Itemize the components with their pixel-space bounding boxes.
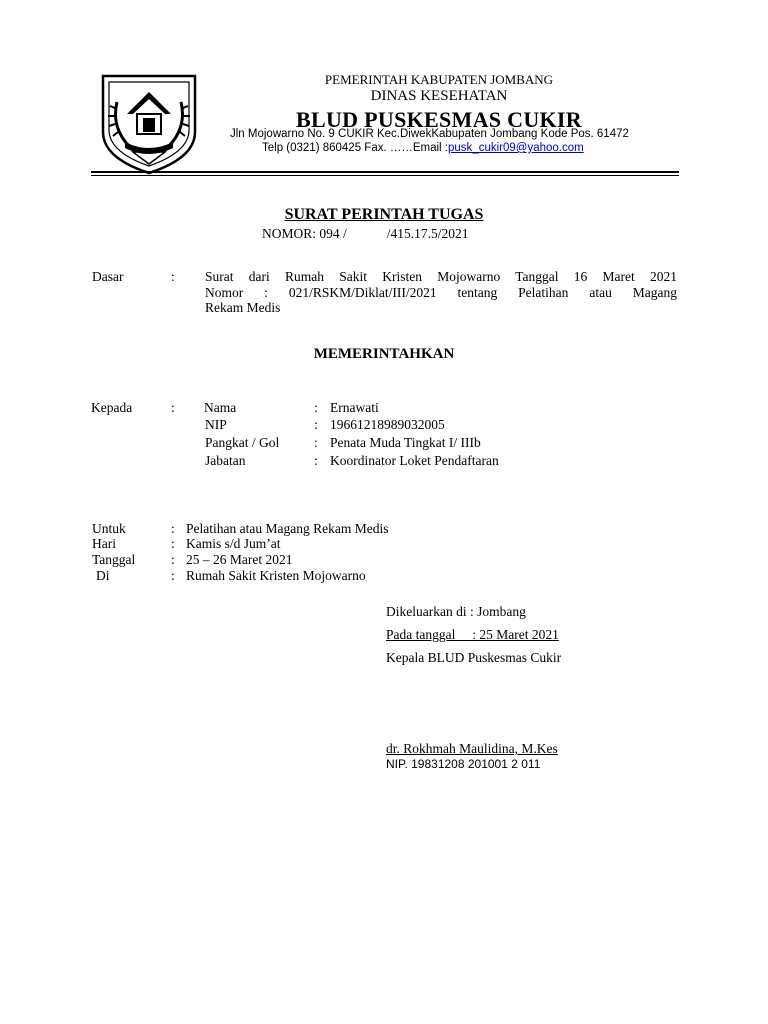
- letterhead-rule-thick: [91, 171, 679, 173]
- detail-value-di: Rumah Sakit Kristen Mojowarno: [186, 568, 366, 583]
- letterhead-government: PEMERINTAH KABUPATEN JOMBANG: [324, 72, 554, 87]
- detail-value-tanggal: 25 – 26 Maret 2021: [186, 552, 293, 567]
- field-colon: :: [314, 417, 318, 432]
- detail-colon: :: [171, 536, 175, 551]
- kepada-label: Kepada: [91, 400, 133, 415]
- dasar-line: Rekam Medis: [205, 300, 281, 315]
- detail-label-tanggal: Tanggal: [92, 552, 136, 567]
- dasar-line: Surat dari Rumah Sakit Kristen Mojowarno Tanggal 16 Maret 2021: [205, 269, 677, 284]
- detail-colon: :: [171, 521, 175, 536]
- detail-label-hari: Hari: [92, 536, 116, 551]
- nomor-suffix: /415.17.5/2021: [386, 226, 469, 241]
- issued-at: Dikeluarkan di : Jombang: [386, 604, 526, 619]
- nomor-label: NOMOR: 094 /: [262, 226, 347, 241]
- email-link[interactable]: pusk_cukir09@yahoo.com: [448, 142, 584, 154]
- field-value-nama: Ernawati: [330, 400, 379, 415]
- field-label-jabatan: Jabatan: [205, 453, 246, 468]
- letterhead-department: DINAS KESEHATAN: [370, 88, 508, 104]
- issued-date: Pada tanggal : 25 Maret 2021: [386, 627, 559, 642]
- field-value-pangkat: Penata Muda Tingkat I/ IIIb: [330, 435, 481, 450]
- document-title: SURAT PERINTAH TUGAS: [284, 206, 484, 223]
- detail-colon: :: [171, 568, 175, 583]
- detail-value-hari: Kamis s/d Jum’at: [186, 536, 281, 551]
- field-value-nip: 19661218989032005: [330, 417, 445, 432]
- dasar-colon: :: [171, 269, 175, 284]
- letterhead-contact: [262, 142, 584, 154]
- dasar-line: Nomor : 021/RSKM/Diklat/III/2021 tentang Pelatihan atau Magang: [205, 284, 677, 300]
- kepada-colon: :: [171, 400, 175, 415]
- letterhead-institution: BLUD PUSKESMAS CUKIR: [296, 107, 582, 132]
- signatory-nip: NIP. 19831208 201001 2 011: [386, 757, 541, 771]
- section-heading: MEMERINTAHKAN: [313, 346, 455, 362]
- field-label-nip: NIP: [205, 417, 227, 432]
- field-colon: :: [314, 435, 318, 450]
- detail-value-untuk: Pelatihan atau Magang Rekam Medis: [186, 521, 389, 536]
- field-colon: :: [314, 453, 318, 468]
- detail-label-di: Di: [96, 568, 110, 583]
- dasar-label: Dasar: [92, 269, 124, 284]
- field-value-jabatan: Koordinator Loket Pendaftaran: [330, 453, 499, 468]
- signatory-position: Kepala BLUD Puskesmas Cukir: [386, 650, 562, 665]
- document-number: [262, 226, 469, 242]
- letterhead-rule-thin: [91, 175, 679, 176]
- contact-text: Telp (0321) 860425 Fax. ……Email :: [262, 142, 449, 154]
- letterhead-address: Jln Mojowarno No. 9 CUKIR Kec.DiwekKabupaten Jombang Kode Pos. 61472: [230, 128, 629, 140]
- field-label-pangkat: Pangkat / Gol: [205, 435, 280, 450]
- detail-colon: :: [171, 552, 175, 567]
- detail-label-untuk: Untuk: [92, 521, 126, 536]
- dasar-text: [205, 269, 677, 316]
- field-label-nama: Nama: [204, 400, 237, 415]
- field-colon: :: [314, 400, 318, 415]
- signatory-name: dr. Rokhmah Maulidina, M.Kes: [386, 741, 558, 756]
